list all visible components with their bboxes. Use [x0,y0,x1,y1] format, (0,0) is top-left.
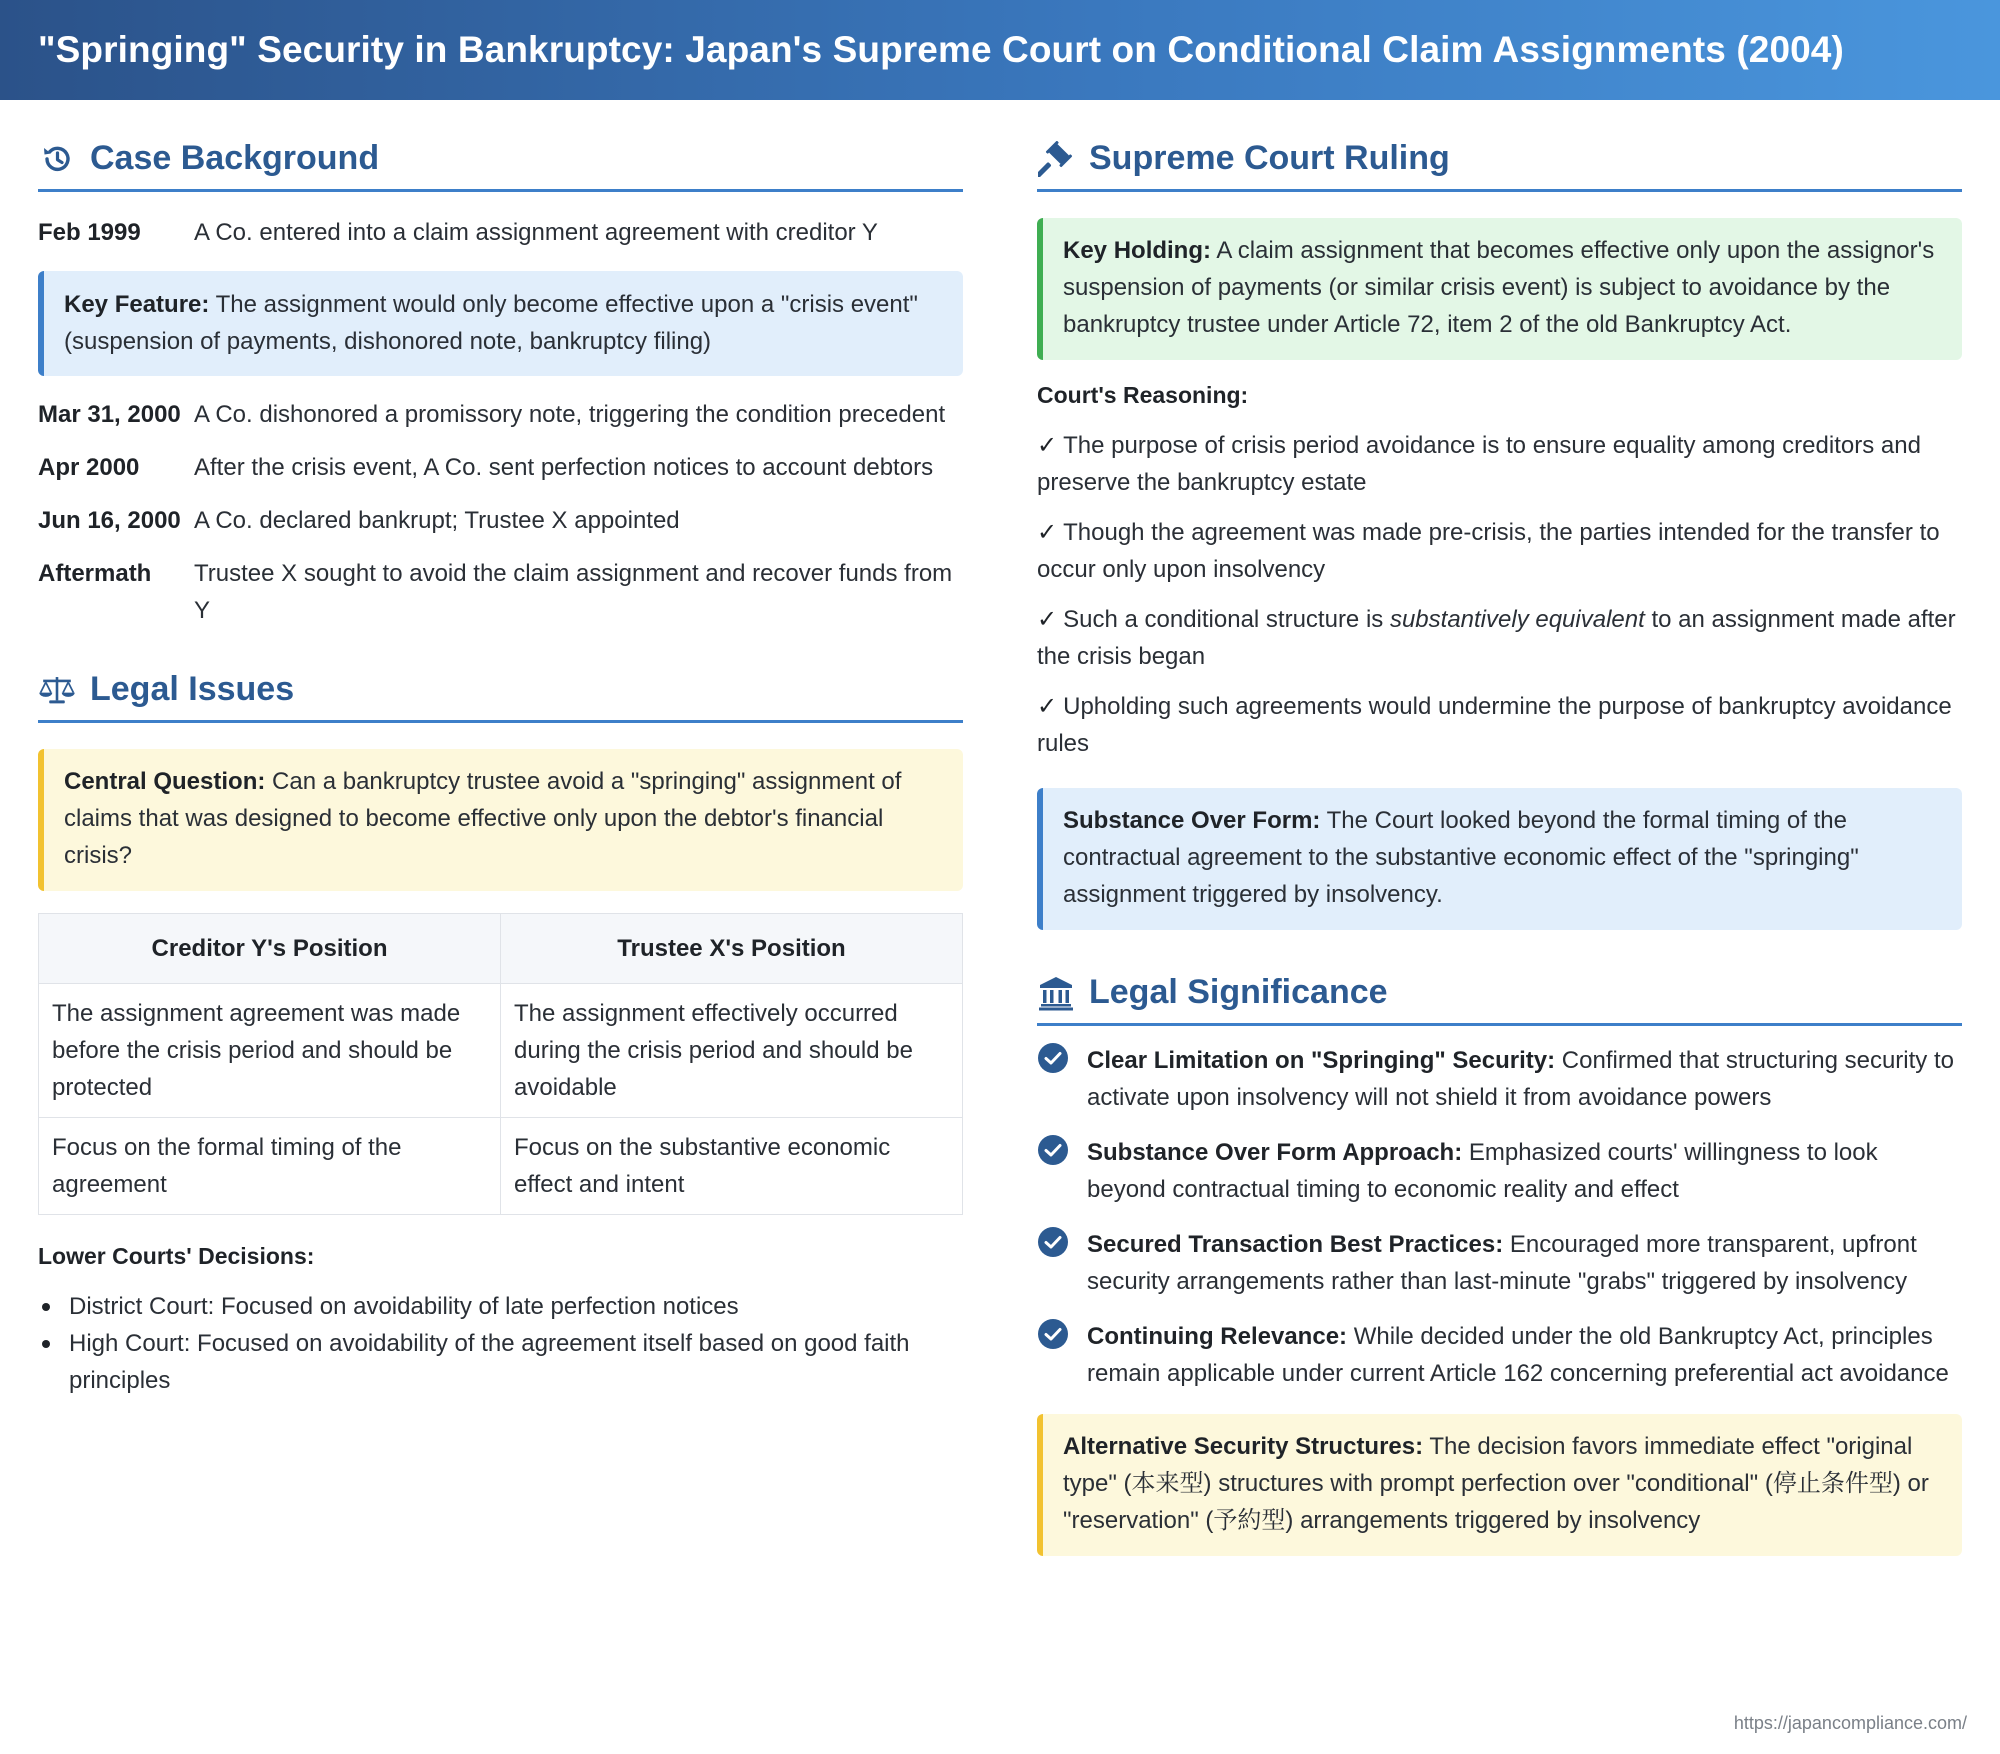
callout-label: Substance Over Form: [1063,807,1321,834]
timeline-date: Feb 1999 [38,219,141,246]
significance-text [1087,1318,1962,1392]
lower-courts-list [38,1288,963,1399]
check-icon: ✓ [1037,693,1058,720]
item-label: Clear Limitation on "Springing" Security: [1087,1047,1556,1074]
gavel-icon [1037,140,1075,178]
page-header [0,0,2000,100]
reasoning-heading: Court's Reasoning: [1037,382,1249,408]
item-label: Substance Over Form Approach: [1087,1139,1463,1166]
timeline-date: Aftermath [38,560,152,587]
column-header: Trustee X's Position [501,914,963,984]
case-background-heading [38,136,963,192]
history-icon [38,140,76,178]
significance-item [1037,1134,1962,1208]
item-text: Confirmed that structuring security to activate upon insolvency will not shield it from avoidance powers [1087,1047,1954,1111]
section-title: Legal Significance [1089,973,1388,1011]
table-cell: The assignment agreement was made before the crisis period and should be protected [39,984,501,1118]
timeline-text: A Co. declared bankrupt; Trustee X appointed [194,507,680,534]
callout-label: Central Question: [64,768,266,795]
alternative-structures-callout [1037,1414,1962,1556]
table-header-row [39,914,963,984]
legal-issues-heading [38,667,963,723]
callout-label: Key Holding: [1063,237,1211,264]
timeline-entry [38,214,963,251]
substance-over-form-callout [1037,788,1962,930]
column-header: Creditor Y's Position [39,914,501,984]
source-url[interactable]: https://japancompliance.com/ [1733,1713,1967,1733]
timeline-date: Jun 16, 2000 [38,507,181,534]
timeline-date: Apr 2000 [38,454,140,481]
reasoning-item [1037,601,1962,675]
reasoning-item [1037,427,1962,501]
callout-text: The Court looked beyond the formal timing of the contractual agreement to the substantive economic effect of the "springing" assignment triggered by insolvency. [1063,807,1859,908]
callout-text: The decision favors immediate effect "original type" (本来型) structures with prompt perfection over "conditional" (停止条件型) or "reservation" (予約型) arrangements triggered by insolvency [1063,1433,1929,1534]
significance-item [1037,1042,1962,1116]
check-circle-icon [1037,1042,1069,1074]
key-holding-callout [1037,218,1962,360]
timeline-text: A Co. dishonored a promissory note, triggering the condition precedent [194,401,946,428]
legal-significance-heading [1037,970,1962,1026]
item-label: Continuing Relevance: [1087,1323,1348,1350]
timeline-text: After the crisis event, A Co. sent perfection notices to account debtors [194,454,934,481]
check-icon: ✓ [1037,519,1058,546]
lower-courts-heading: Lower Courts' Decisions: [38,1243,315,1269]
section-title: Case Background [90,139,380,177]
significance-text [1087,1042,1962,1116]
table-row [39,1118,963,1215]
item-text: While decided under the old Bankruptcy Act, principles remain applicable under current Article 162 concerning preferential act avoidance [1087,1323,1949,1387]
section-title: Legal Issues [90,670,295,708]
significance-item [1037,1226,1962,1300]
reason-emphasis: substantively equivalent [1389,606,1645,633]
significance-item [1037,1318,1962,1392]
reason-text: The purpose of crisis period avoidance is to ensure equality among creditors and preserve the bankruptcy estate [1037,432,1921,496]
reason-text: to an assignment made after the crisis began [1037,606,1956,670]
institution-icon [1037,974,1075,1012]
callout-text: Can a bankruptcy trustee avoid a "springing" assignment of claims that was designed to become effective only upon the debtor's financial crisis? [64,768,902,869]
list-item: District Court: Focused on avoidability of late perfection notices [38,1288,963,1325]
timeline-entry [38,449,963,486]
page-title: "Springing" Security in Bankruptcy: Japan's Supreme Court on Conditional Claim Assignments (2004) [38,29,1844,70]
item-text: Emphasized courts' willingness to look beyond contractual timing to economic reality and effect [1087,1139,1878,1203]
reason-text: Such a conditional structure is [1063,606,1390,633]
right-column [1037,136,1962,1556]
central-question-callout [38,749,963,891]
section-title: Supreme Court Ruling [1089,139,1450,177]
item-text: Encouraged more transparent, upfront security arrangements rather than last-minute "grabs" triggered by insolvency [1087,1231,1917,1295]
table-cell: The assignment effectively occurred during the crisis period and should be avoidable [501,984,963,1118]
reasoning-item [1037,688,1962,762]
check-circle-icon [1037,1226,1069,1258]
check-circle-icon [1037,1318,1069,1350]
supreme-court-ruling-heading [1037,136,1962,192]
timeline-entry [38,396,963,433]
callout-label: Alternative Security Structures: [1063,1433,1424,1460]
left-column [38,136,963,1399]
callout-text: The assignment would only become effective upon a "crisis event" (suspension of payments, dishonored note, bankruptcy filing) [64,291,918,355]
callout-text: A claim assignment that becomes effective only upon the assignor's suspension of payments (or similar crisis event) is subject to avoidance by the bankruptcy trustee under Article 72, item 2 of the old Bankruptcy Act. [1063,237,1935,338]
check-icon: ✓ [1037,606,1058,633]
check-icon: ✓ [1037,432,1058,459]
reason-text: Upholding such agreements would undermine the purpose of bankruptcy avoidance rules [1037,693,1952,757]
timeline-text: A Co. entered into a claim assignment agreement with creditor Y [194,219,878,246]
significance-text [1087,1134,1962,1208]
table-row [39,984,963,1118]
check-circle-icon [1037,1134,1069,1166]
list-item: High Court: Focused on avoidability of the agreement itself based on good faith principles [38,1325,963,1399]
timeline-text: Trustee X sought to avoid the claim assignment and recover funds from Y [194,560,953,624]
timeline-entry [38,502,963,539]
reasoning-item [1037,514,1962,588]
scales-icon [38,671,76,709]
timeline-date: Mar 31, 2000 [38,401,181,428]
reason-text: Though the agreement was made pre-crisis, the parties intended for the transfer to occur only upon insolvency [1037,519,1940,583]
table-cell: Focus on the formal timing of the agreement [39,1118,501,1215]
key-feature-callout [38,271,963,376]
table-cell: Focus on the substantive economic effect and intent [501,1118,963,1215]
timeline-entry [38,555,963,629]
item-label: Secured Transaction Best Practices: [1087,1231,1504,1258]
positions-table [38,913,963,1215]
significance-text [1087,1226,1962,1300]
callout-label: Key Feature: [64,291,210,318]
